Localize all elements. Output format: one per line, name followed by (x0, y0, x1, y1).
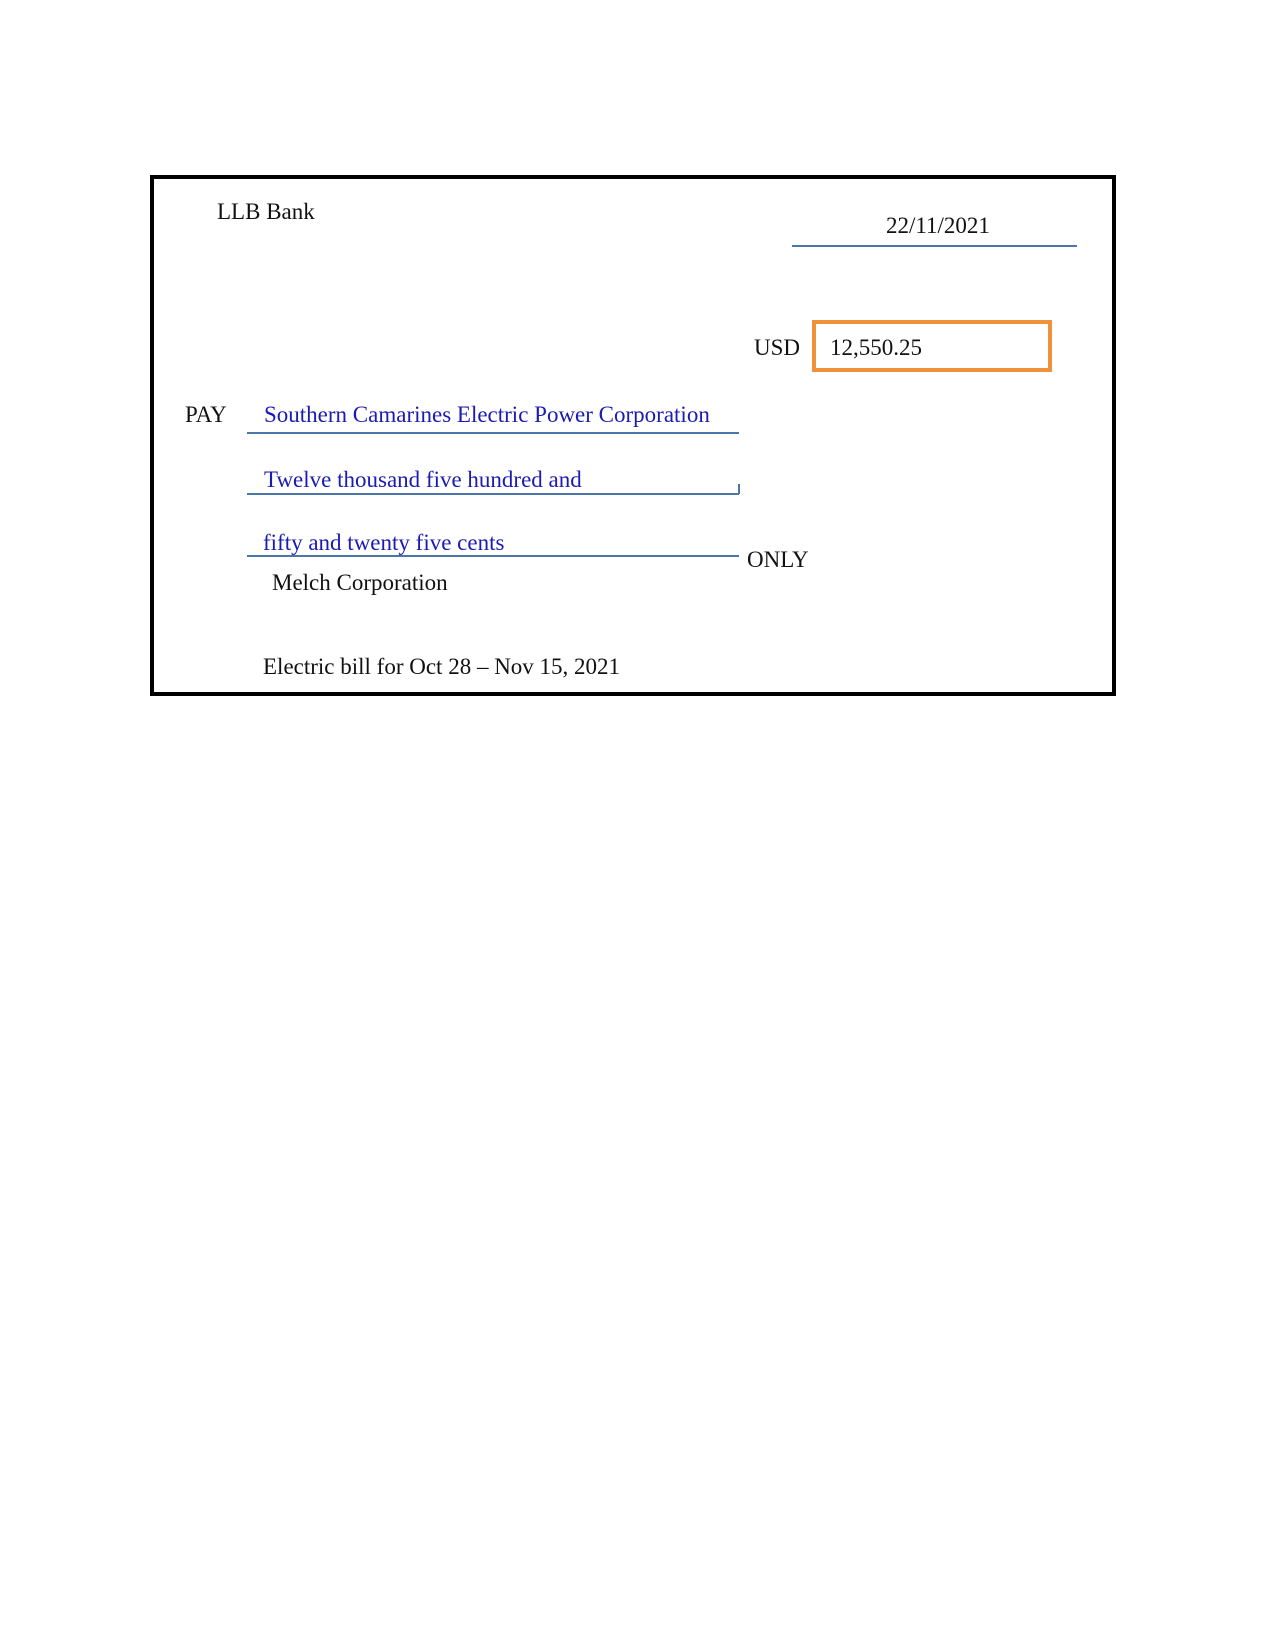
cheque-frame (150, 175, 1116, 696)
amount-words-line2-rule (247, 555, 739, 557)
amount-words-line1: Twelve thousand five hundred and (264, 467, 582, 492)
amount-box (812, 320, 1052, 372)
currency-label: USD (754, 335, 801, 360)
date-line (792, 245, 1077, 247)
payee-line (247, 432, 739, 434)
pay-label: PAY (185, 402, 227, 427)
drawer-name: Melch Corporation (272, 570, 448, 595)
date-value: 22/11/2021 (886, 213, 990, 238)
only-label: ONLY (747, 547, 809, 572)
payee-name: Southern Camarines Electric Power Corporation (264, 402, 710, 427)
amount-words-line2: fifty and twenty five cents (263, 530, 505, 555)
amount-numeric: 12,550.25 (830, 335, 922, 360)
amount-words-line1-tick (738, 484, 740, 494)
bank-name: LLB Bank (217, 199, 315, 224)
amount-words-line1-rule (247, 493, 739, 495)
memo-text: Electric bill for Oct 28 – Nov 15, 2021 (263, 654, 621, 679)
